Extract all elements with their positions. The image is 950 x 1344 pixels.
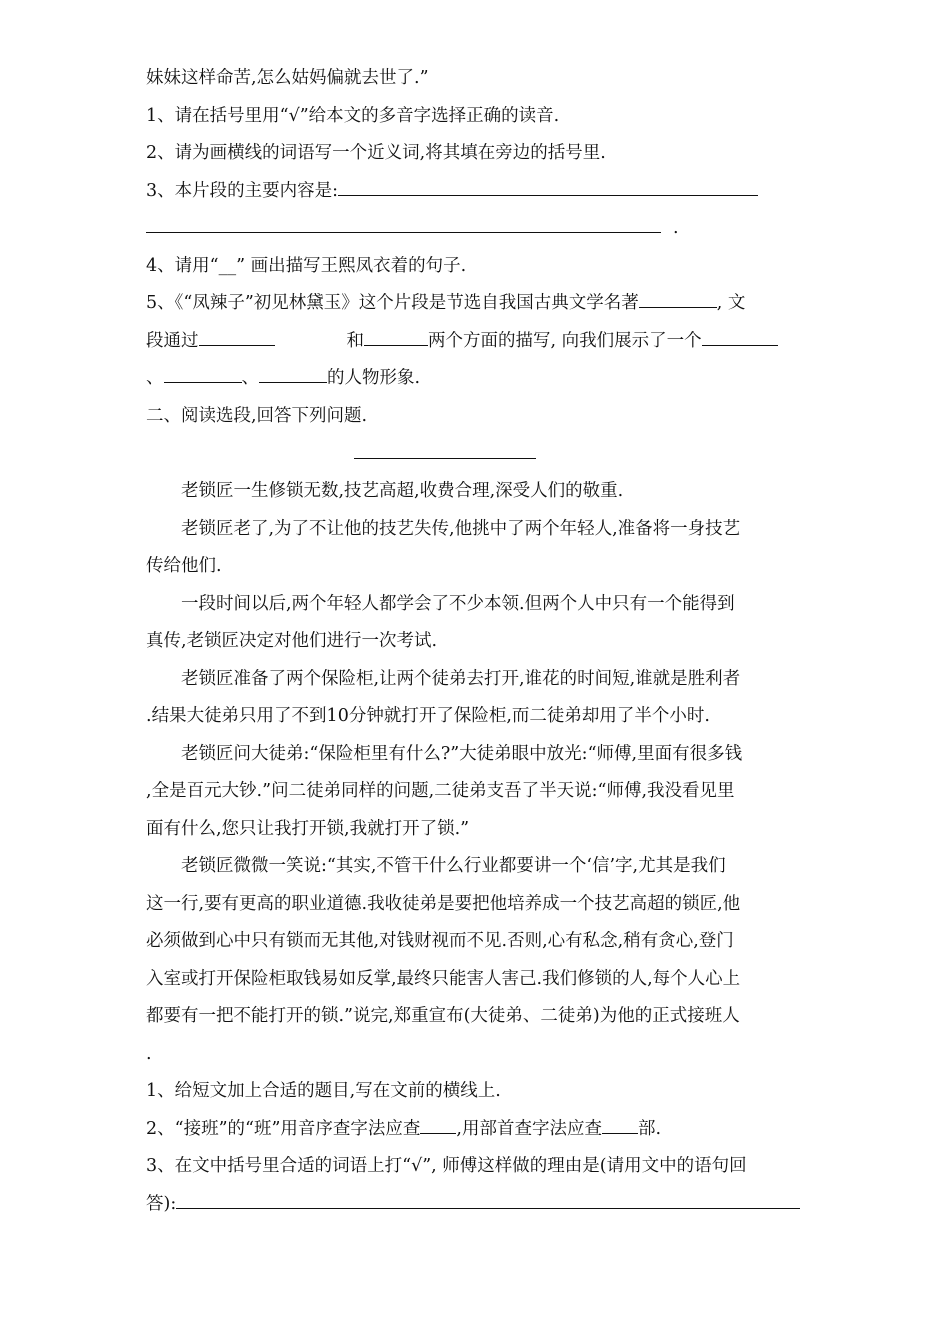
question-1-5-line3 bbox=[146, 360, 806, 398]
question-2-3: 3、在文中括号里合适的词语上打“√”, 师傅这样做的理由是(请用文中的语句回 bbox=[146, 1156, 747, 1176]
story-paragraph-line: 都要有一把不能打开的锁.”说完,郑重宣布(大徒弟、二徒弟)为他的正式接班人 bbox=[146, 1006, 740, 1026]
story-paragraph-line: 老锁匠老了,为了不让他的技艺失传,他挑中了两个年轻人,准备将一身技艺 bbox=[181, 518, 741, 539]
question-2-2 bbox=[146, 1111, 806, 1149]
answer-blank[interactable] bbox=[176, 1188, 800, 1209]
story-paragraph-line: 入室或打开保险柜取钱易如反掌,最终只能害人害己.我们修锁的人,每个人心上 bbox=[146, 968, 741, 989]
document-page bbox=[146, 60, 806, 1223]
question-1-5-text: 、 bbox=[241, 368, 259, 388]
answer-blank[interactable] bbox=[338, 175, 758, 196]
section-2-heading: 二、阅读选段,回答下列问题. bbox=[146, 405, 368, 426]
question-1-5-line1 bbox=[146, 285, 806, 323]
question-1-5-text: 两个方面的描写, 向我们展示了一个 bbox=[428, 330, 702, 351]
answer-blank[interactable] bbox=[259, 362, 327, 383]
underline-mark: __ bbox=[218, 255, 237, 276]
story-paragraph-line: . bbox=[146, 1043, 152, 1064]
question-2-2-text: 部. bbox=[637, 1118, 662, 1139]
period: . bbox=[673, 218, 679, 238]
story-paragraph-line: 老锁匠一生修锁无数,技艺高超,收费合理,深受人们的敬重. bbox=[181, 481, 624, 501]
title-answer-line[interactable] bbox=[354, 457, 536, 459]
story-paragraph-line: 必须做到心中只有锁而无其他,对钱财视而不见.否则,心有私念,稍有贪心,登门 bbox=[146, 931, 734, 951]
question-1-5-text: 段通过 bbox=[146, 330, 199, 351]
story-paragraph-line: 这一行,要有更高的职业道德.我收徒弟是要把他培养成一个技艺高超的锁匠,他 bbox=[146, 893, 741, 914]
story-paragraph-line: 传给他们. bbox=[146, 556, 222, 576]
question-1-4-suffix: ” 画出描写王熙凤衣着的句子. bbox=[236, 255, 467, 276]
story-paragraph-line: 老锁匠准备了两个保险柜,让两个徒弟去打开,谁花的时间短,谁就是胜利者 bbox=[181, 668, 741, 689]
question-2-3-continued bbox=[146, 1186, 806, 1224]
answer-blank[interactable] bbox=[602, 1113, 638, 1134]
question-1-4 bbox=[146, 248, 806, 286]
question-1-5-text: 、 bbox=[146, 368, 164, 388]
story-passage bbox=[146, 473, 806, 1073]
passage-tail: 妹妹这样命苦,怎么姑妈偏就去世了.” bbox=[146, 68, 429, 88]
question-1-3-label: 3、本片段的主要内容是: bbox=[146, 180, 339, 201]
question-2-1: 1、给短文加上合适的题目,写在文前的横线上. bbox=[146, 1081, 501, 1101]
story-paragraph-line: 真传,老锁匠决定对他们进行一次考试. bbox=[146, 631, 438, 651]
question-2-3-label: 答): bbox=[146, 1193, 177, 1214]
question-1-2: 2、请为画横线的词语写一个近义词,将其填在旁边的括号里. bbox=[146, 143, 606, 163]
answer-blank[interactable] bbox=[146, 212, 661, 233]
story-paragraph-line: .结果大徒弟只用了不到10分钟就打开了保险柜,而二徒弟却用了半个小时. bbox=[146, 706, 710, 726]
question-1-5-line2 bbox=[146, 323, 806, 361]
answer-blank[interactable] bbox=[702, 325, 778, 346]
story-paragraph-line: 一段时间以后,两个年轻人都学会了不少本领.但两个人中只有一个能得到 bbox=[181, 593, 735, 614]
question-1-5-text: 5、《“凤辣子”初见林黛玉》这个片段是节选自我国古典文学名著 bbox=[146, 293, 639, 313]
answer-blank[interactable] bbox=[420, 1113, 456, 1134]
question-2-2-text: ,用部首查字法应查 bbox=[456, 1118, 602, 1139]
answer-blank[interactable] bbox=[199, 325, 275, 346]
question-1-3-continued bbox=[146, 210, 806, 248]
answer-blank[interactable] bbox=[364, 325, 428, 346]
question-1-1: 1、请在括号里用“√”给本文的多音字选择正确的读音. bbox=[146, 105, 560, 126]
story-paragraph-line: 老锁匠问大徒弟:“保险柜里有什么?”大徒弟眼中放光:“师傅,里面有很多钱 bbox=[181, 743, 743, 764]
question-1-3 bbox=[146, 173, 806, 211]
answer-blank[interactable] bbox=[164, 362, 242, 383]
question-1-5-text: 的人物形象. bbox=[327, 368, 421, 388]
question-1-4-prefix: 4、请用“ bbox=[146, 255, 219, 276]
question-2-2-text: 2、“接班”的“班”用音序查字法应查 bbox=[146, 1118, 421, 1139]
story-paragraph-line: ,全是百元大钞.”问二徒弟同样的问题,二徒弟支吾了半天说:“师傅,我没看见里 bbox=[146, 781, 735, 801]
story-paragraph-line: 面有什么,您只让我打开锁,我就打开了锁.” bbox=[146, 818, 470, 839]
story-paragraph-line: 老锁匠微微一笑说:“其实,不管干什么行业都要讲一个‘信’字,尤其是我们 bbox=[181, 856, 726, 876]
question-1-5-text: 和 bbox=[346, 330, 364, 351]
question-1-5-text: , 文 bbox=[716, 293, 746, 313]
answer-blank[interactable] bbox=[639, 287, 717, 308]
